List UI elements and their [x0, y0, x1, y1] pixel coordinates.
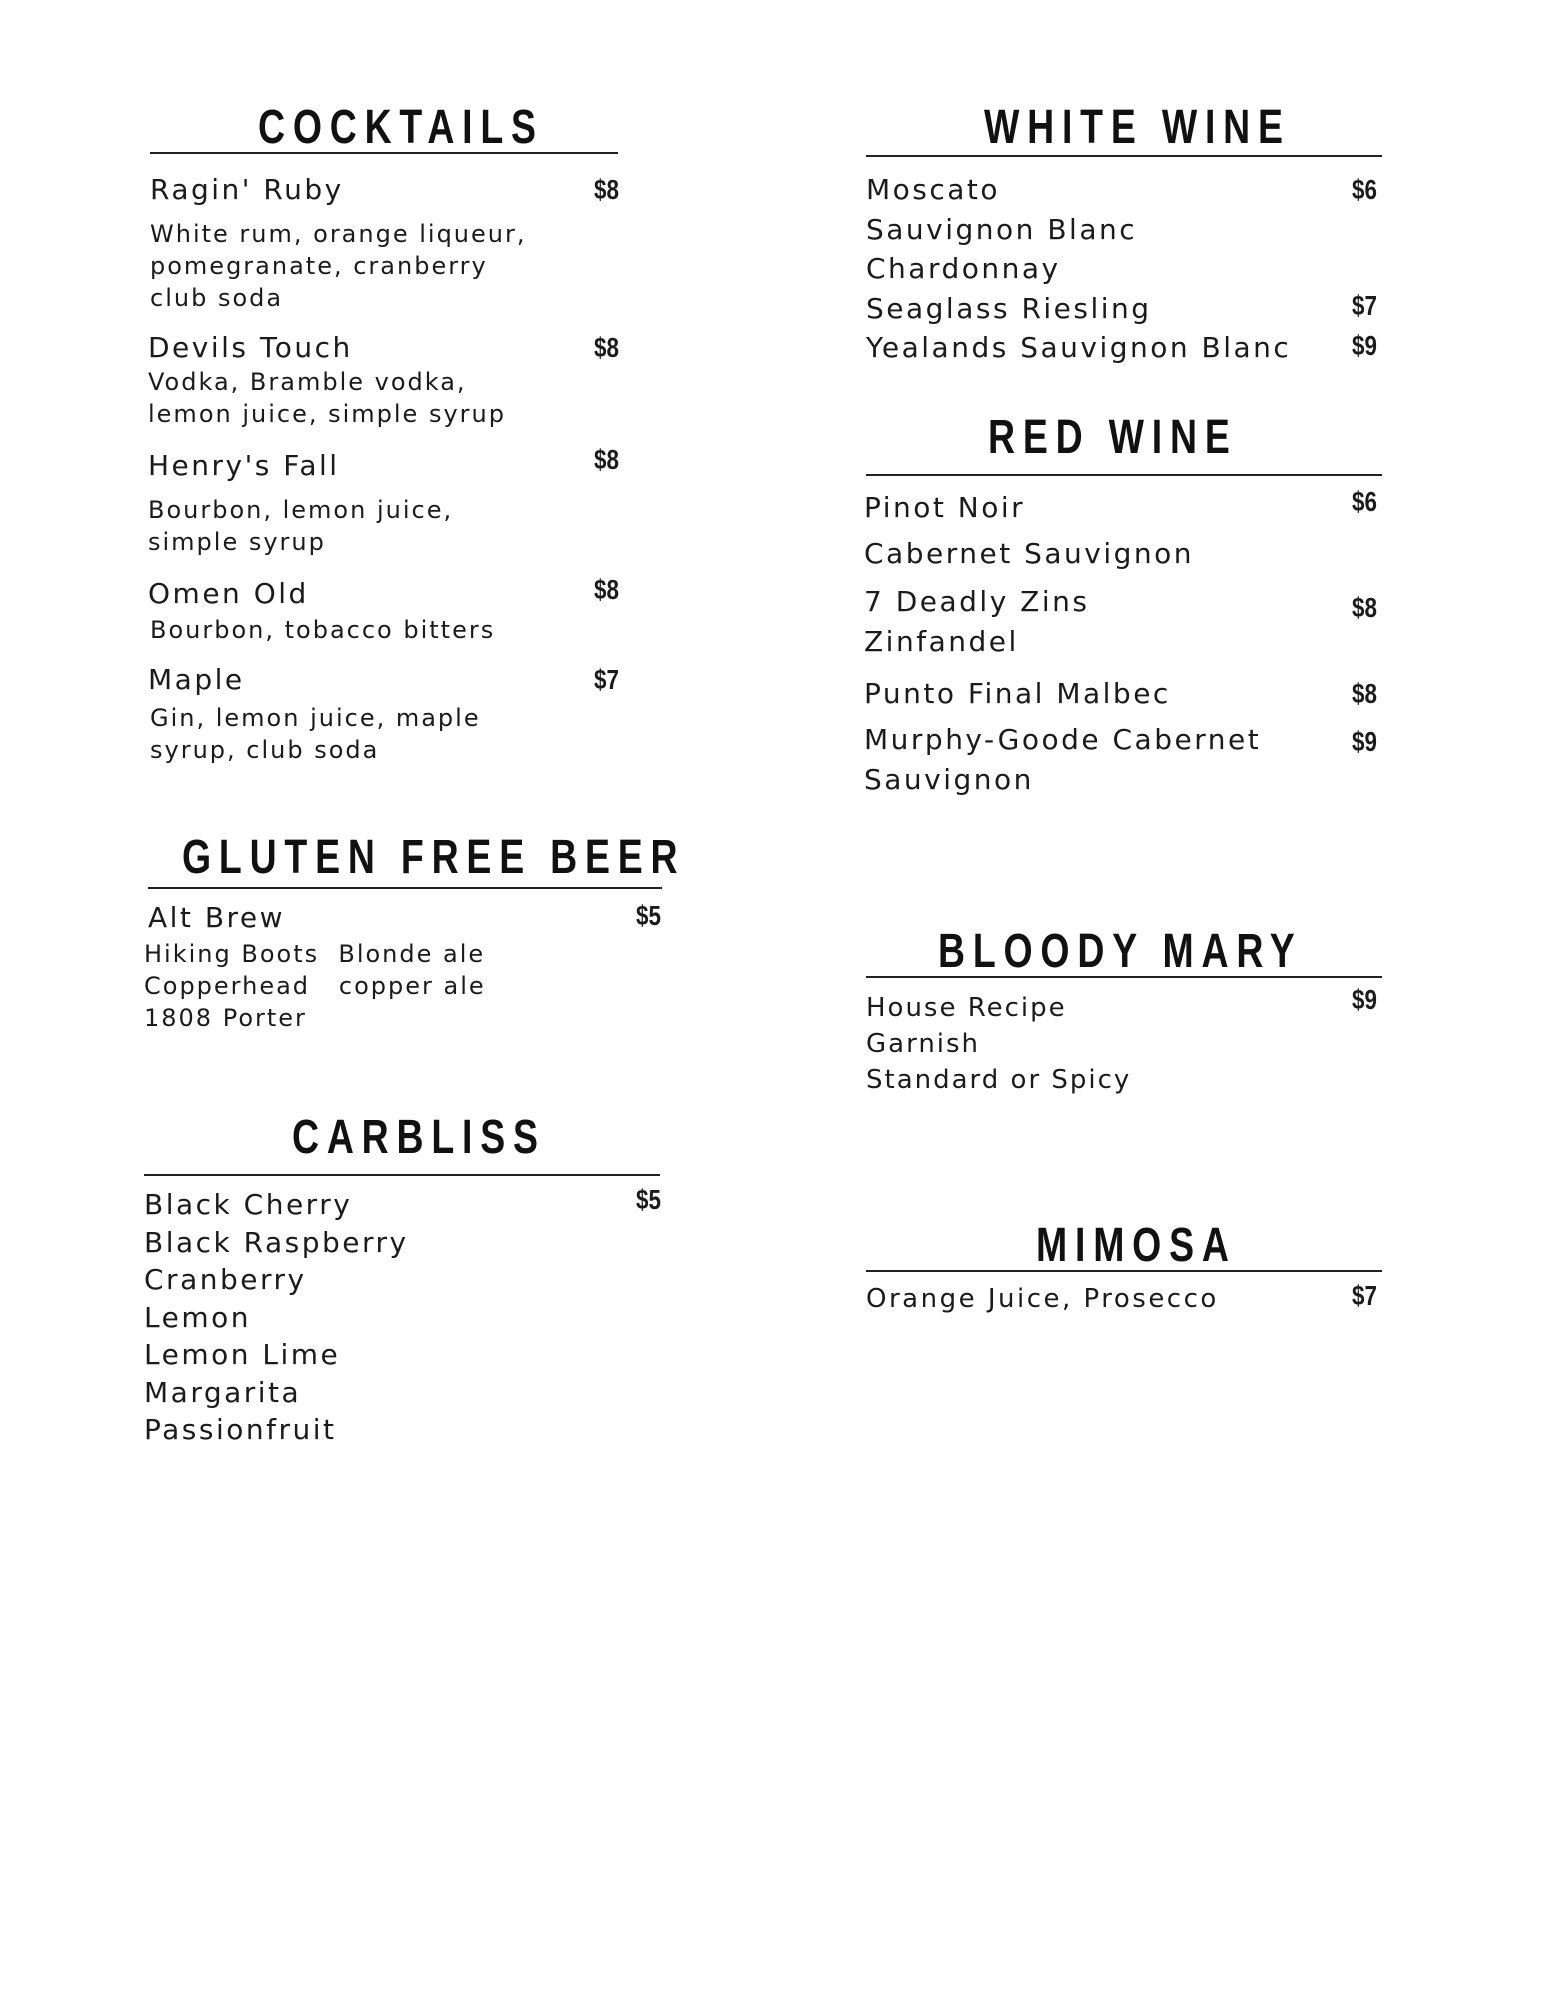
cocktail-name: Devils Touch	[148, 331, 353, 364]
white-wine-title: WHITE WINE	[984, 101, 1291, 154]
cocktail-price: $8	[594, 444, 619, 475]
gluten-free-beer-divider	[148, 887, 662, 889]
red-wine-price: $8	[1352, 678, 1377, 709]
beer-name: Alt Brew	[148, 901, 286, 934]
cocktail-description: Bourbon, lemon juice, simple syrup	[148, 496, 454, 556]
white-wine-price: $6	[1352, 174, 1377, 205]
cocktail-name: Maple	[148, 663, 245, 696]
cocktails-divider	[150, 152, 618, 154]
mimosa-divider	[866, 1270, 1382, 1272]
carbliss-title: CARBLISS	[292, 1111, 546, 1164]
gluten-free-beer-title: GLUTEN FREE BEER	[182, 831, 686, 884]
red-wine-name: Cabernet Sauvignon	[864, 537, 1195, 570]
red-wine-name: 7 Deadly Zins Zinfandel	[864, 585, 1090, 658]
cocktail-name: Ragin' Ruby	[150, 173, 344, 206]
bloody-mary-description: House Recipe Garnish Standard or Spicy	[866, 993, 1132, 1095]
red-wine-price: $9	[1352, 726, 1377, 757]
red-wine-title: RED WINE	[988, 411, 1238, 464]
bloody-mary-title: BLOODY MARY	[938, 925, 1303, 978]
carbliss-divider	[144, 1174, 660, 1176]
cocktail-price: $7	[594, 664, 619, 695]
cocktail-description: Bourbon, tobacco bitters	[150, 616, 496, 644]
beer-price: $5	[636, 900, 661, 931]
cocktail-price: $8	[594, 332, 619, 363]
carbliss-flavor-list: Black Cherry Black Raspberry Cranberry Lemon Lemon Lime Margarita Passionfruit	[144, 1188, 409, 1446]
red-wine-price: $6	[1352, 486, 1377, 517]
cocktails-title: COCKTAILS	[258, 101, 544, 154]
red-wine-name: Pinot Noir	[864, 491, 1026, 524]
white-wine-price: $7	[1352, 290, 1377, 321]
cocktail-description: Vodka, Bramble vodka, lemon juice, simple syrup	[148, 368, 506, 428]
cocktail-description: White rum, orange liqueur, pomegranate, cranberry club soda	[150, 220, 527, 312]
cocktail-price: $8	[594, 174, 619, 205]
red-wine-divider	[866, 474, 1382, 476]
cocktail-price: $8	[594, 574, 619, 605]
carbliss-price: $5	[636, 1184, 661, 1215]
beer-description: Hiking Boots Blonde ale Copperhead copper ale 1808 Porter	[144, 940, 486, 1032]
red-wine-price: $8	[1352, 592, 1377, 623]
bloody-mary-divider	[866, 976, 1382, 978]
mimosa-title: MIMOSA	[1036, 1219, 1237, 1272]
cocktail-name: Omen Old	[148, 577, 309, 610]
mimosa-price: $7	[1352, 1280, 1377, 1311]
cocktail-description: Gin, lemon juice, maple syrup, club soda	[150, 704, 481, 764]
white-wine-divider	[866, 155, 1382, 157]
white-wine-list: Moscato Sauvignon Blanc Chardonnay Seaglass Riesling Yealands Sauvignon Blanc	[866, 173, 1292, 364]
red-wine-name: Punto Final Malbec	[864, 677, 1171, 710]
cocktail-name: Henry's Fall	[148, 449, 340, 482]
mimosa-description: Orange Juice, Prosecco	[866, 1284, 1219, 1314]
bloody-mary-price: $9	[1352, 984, 1377, 1015]
white-wine-price: $9	[1352, 330, 1377, 361]
red-wine-name: Murphy-Goode Cabernet Sauvignon	[864, 723, 1262, 796]
